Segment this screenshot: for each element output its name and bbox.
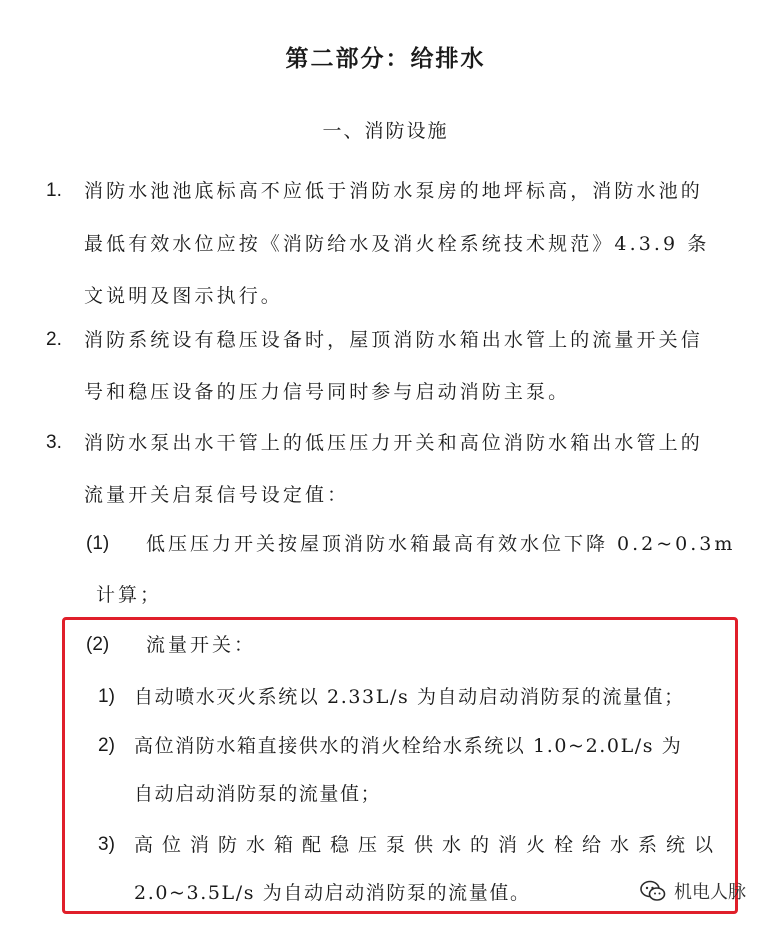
item-3-line-1: 消防水泵出水干管上的低压压力开关和高位消防水箱出水管上的 [84,432,703,454]
item-2-line-2: 号和稳压设备的压力信号同时参与启动消防主泵。 [84,381,571,403]
page-title: 第二部分：给排水 [285,46,486,72]
item-3-number: 3. [46,432,62,453]
point-1-line-1: 自动喷水灭火系统以 2.33L/s 为自动启动消防泵的流量值； [134,686,685,708]
item-1-line-2: 最低有效水位应按《消防给水及消火栓系统技术规范》4.3.9 条 [84,233,710,255]
sub-2-label: 流量开关： [146,634,257,656]
wechat-icon [640,880,666,902]
point-3-number: 3) [98,834,115,855]
sub-1-number: (1) [86,533,110,554]
item-1-line-3: 文说明及图示执行。 [84,285,283,307]
item-1-line-1: 消防水池池底标高不应低于消防水泵房的地坪标高，消防水池的 [84,180,703,202]
item-2-line-1: 消防系统设有稳压设备时，屋顶消防水箱出水管上的流量开关信 [84,329,703,351]
watermark [640,878,746,904]
point-3-line-2: 2.0~3.5L/s 为自动启动消防泵的流量值。 [134,882,531,904]
point-2-line-1: 高位消防水箱直接供水的消火栓给水系统以 1.0~2.0L/s 为 [134,735,683,757]
sub-1-line-2: 计算； [96,584,163,606]
point-2-number: 2) [98,735,115,756]
sub-2-number: (2) [86,634,110,655]
item-1-number: 1. [46,180,62,201]
section-heading: 一、消防设施 [322,120,449,142]
sub-1-line-1: 低压压力开关按屋顶消防水箱最高有效水位下降 0.2~0.3m [146,533,736,555]
highlight-box [62,617,738,914]
point-3-line-1: 高位消防水箱配稳压泵供水的消火栓给水系统以 [134,834,723,856]
item-2-number: 2. [46,329,62,350]
watermark-text: 机电人脉 [674,882,746,903]
point-2-line-2: 自动启动消防泵的流量值； [134,783,382,805]
point-1-number: 1) [98,686,115,707]
item-3-line-2: 流量开关启泵信号设定值： [84,484,350,506]
